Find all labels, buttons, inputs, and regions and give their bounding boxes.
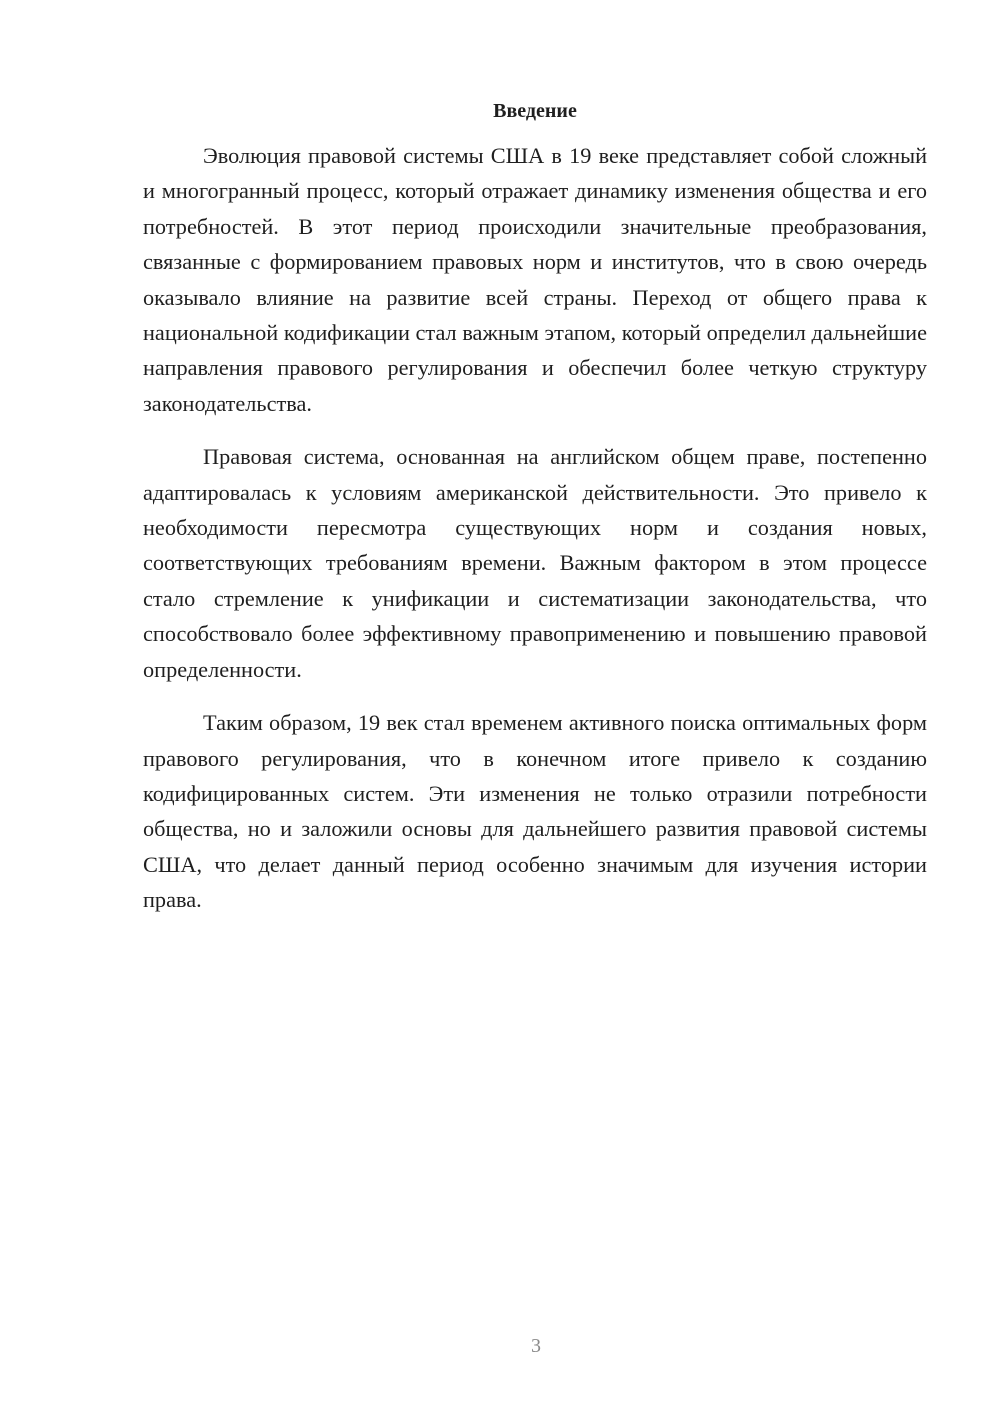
paragraph-3: Таким образом, 19 век стал временем активного поиска оптимальных форм правового регулирования, что в конечном итоге привело к созданию кодифицированных систем. Эти изменения не только отразили потребности общества, но и заложили основы для дальнейшего развития правовой системы США, что делает данный период особенно значимым для изучения истории права. bbox=[143, 710, 927, 913]
page-content bbox=[143, 96, 927, 936]
paragraph-2: Правовая система, основанная на английском общем праве, постепенно адаптировалась к условиям американской действительности. Это привело к необходимости пересмотра существующих норм и создания новых, соответствующих требованиям времени. Важным фактором в этом процессе стало стремление к унификации и систематизации законодательства, что способствовало более эффективному правоприменению и повышению правовой определенности. bbox=[143, 444, 927, 682]
page-number: 3 bbox=[531, 1335, 541, 1357]
section-title: Введение bbox=[493, 100, 577, 122]
paragraph-1: Эволюция правовой системы США в 19 веке представляет собой сложный и многогранный процесс, который отражает динамику изменения общества и его потребностей. В этот период происходили значительные преобразования, связанные с формированием правовых норм и институтов, что в свою очередь оказывало влияние на развитие всей страны. Переход от общего права к национальной кодификации стал важным этапом, который определил дальнейшие направления правового регулирования и обеспечил более четкую структуру законодательства. bbox=[143, 143, 927, 416]
